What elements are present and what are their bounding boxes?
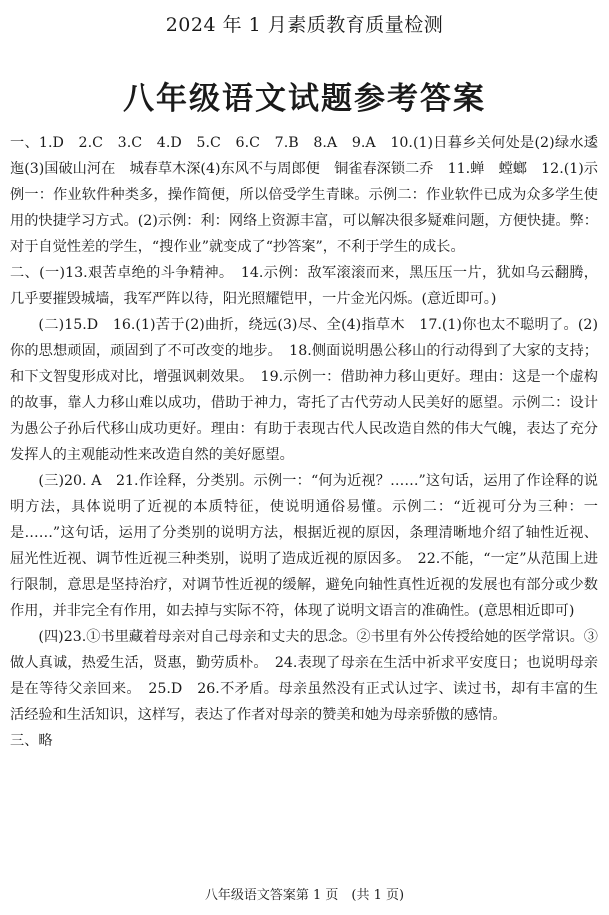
exam-title: 2024 年 1 月素质教育质量检测 <box>165 14 444 36</box>
answer-body <box>10 130 598 754</box>
part2-section2-answers: (二)15.D 16.(1)苦于(2)曲折，绕远(3)尽、全(4)指草木 17.(1)你也太不聪明了。(2)你的思想顽固，顽固到了不可改变的地步。 18.侧面说明愚公移山的行动得到了大家的支持；和下文智叟形成对比，增强讽刺效果。 19.示例一：借助神力移山更好。理由：这是一个虚构的故事，靠人力移山难以成功，借助于神力，寄托了古代劳动人民美好的愿望。示例二：设计为愚公子孙后代移山成功更好。理由：有助于表现古代人民改造自然的伟大气魄，表达了充分发挥人的主观能动性来改造自然的美好愿望。 <box>10 317 598 463</box>
part3-answers: 三、略 <box>10 733 53 749</box>
part2-section3-answers: (三)20. A 21.作诠释，分类别。示例一：“何为近视？……”这句话，运用了作诠释的说明方法，具体说明了近视的本质特征，使说明通俗易懂。示例二：“近视可分为三种：一是……”这句话，运用了分类别的说明方法，根据近视的原因，条理清晰地介绍了轴性近视、屈光性近视、调节性近视三种类别，说明了造成近视的原因多。 22.不能，“一定”从范围上进行限制，意思是坚持治疗，对调节性近视的缓解，避免向轴性真性近视的发展也有部分或少数作用，并非完全有作用，如去掉与实际不符，体现了说明文语言的准确性。(意思相近即可) <box>10 473 598 619</box>
part2-section1-answers: 二、(一)13.艰苦卓绝的斗争精神。 14.示例：敌军滚滚而来，黑压压一片，犹如乌云翻腾，几乎要摧毁城墙，我军严阵以待，阳光照耀铠甲，一片金光闪烁。(意近即可。) <box>10 265 598 307</box>
answer-key-title: 八年级语文试题参考答案 <box>123 81 486 117</box>
part1-answers: 一、1.D 2.C 3.C 4.D 5.C 6.C 7.B 8.A 9.A 10.(1)日暮乡关何处是(2)绿水逶迤(3)国破山河在 城春草木深(4)东风不与周郎便 铜雀春深锁二乔 11.蝉 螳螂 12.(1)示例一：作业软件种类多，操作简便，所以倍受学生青睐。示例二：作业软件已成为众多学生使用的快捷学习方式。(2)示例：利：网络上资源丰富，可以解决很多疑难问题，方便快捷。弊：对于自觉性差的学生，“搜作业”就变成了“抄答案”，不利于学生的成长。 <box>10 135 598 255</box>
page-footer: 八年级语文答案第 1 页 (共 1 页) <box>204 888 405 903</box>
part2-section4-answers: (四)23.①书里藏着母亲对自己母亲和丈夫的思念。②书里有外公传授给她的医学常识。③做人真诚，热爱生活，贤惠，勤劳质朴。 24.表现了母亲在生活中祈求平安度日；也说明母亲是在等待父亲回来。 25.D 26.不矛盾。母亲虽然没有正式认过字、读过书，却有丰富的生活经验和生活知识，这样写，表达了作者对母亲的赞美和她为母亲骄傲的感情。 <box>10 629 598 723</box>
